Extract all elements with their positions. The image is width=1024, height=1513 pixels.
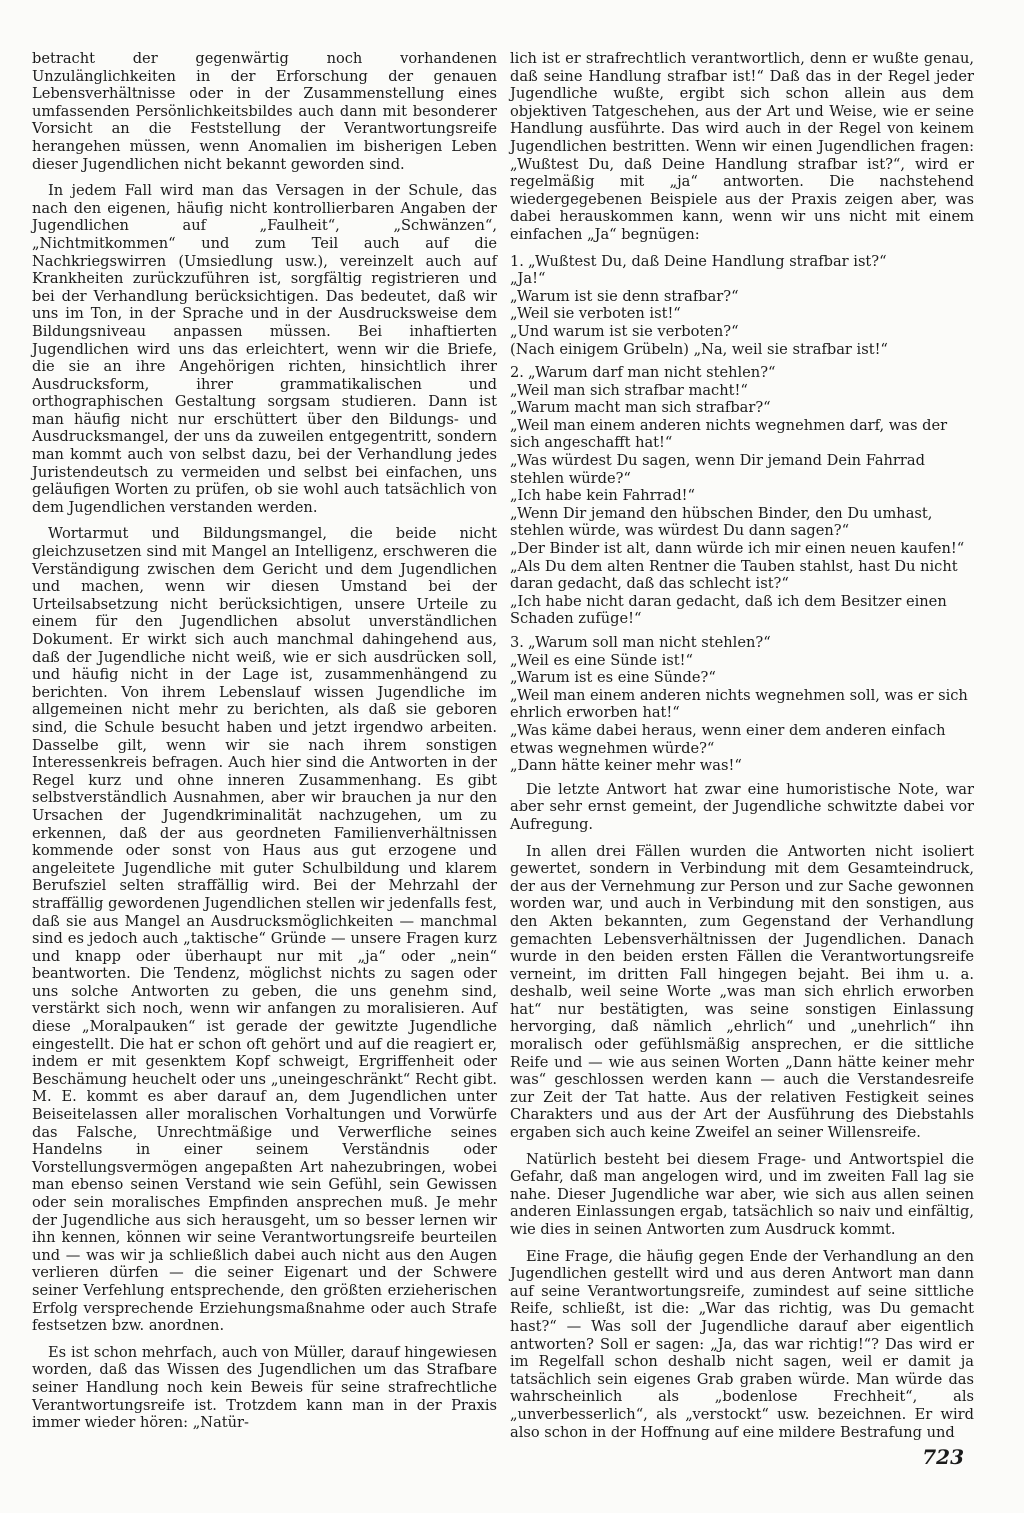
- dialogue-line: „Warum ist es eine Sünde?“: [510, 669, 716, 687]
- paragraph: In allen drei Fällen wurden die Antworten nicht isoliert gewertet, sondern in Verbindung mit dem Gesamteindruck, der aus der Vernehmung zur Person und zur Sache gewonnen worden war, und auch in Verbindung mit den sonstigen, aus den Akten bekannten, zum Gegenstand der Verhandlung gemachten Lebensverhältnissen der Jugendlichen. Danach wurde in den beiden ersten Fällen die Verantwortungsreife verneint, im dritten Fall hingegen bejaht. Bei ihm u. a. deshalb, weil seine Worte „was man sich ehrlich erworben hat“ nur bestätigten, was seine sonstigen Einlassung hervorging, daß nämlich „ehrlich“ und „unehrlich“ ihn moralisch oder gefühlsmäßig ansprechen, er die sittliche Reife und — wie aus seinen Worten „Dann hätte keiner mehr was“ geschlossen werden kann — auch die Verstandesreife zur Zeit der Tat hatte. Aus der relativen Festigkeit seines Charakters und aus der Art der Ausführung des Diebstahls ergaben sich auch keine Zweifel an seiner Willensreife.: [510, 842, 974, 1142]
- dialogue-line: 3. „Warum soll man nicht stehlen?“: [510, 634, 771, 651]
- dialogue-line: „Weil man einem anderen nichts wegnehmen soll, was er sich ehrlich erworben hat!“: [510, 686, 968, 722]
- page-number: 723: [922, 1445, 964, 1469]
- paragraph: In jedem Fall wird man das Versagen in der Schule, das nach den eigenen, häufig nicht kontrollierbaren Angaben der Jugendlichen auf „Faulheit“, „Schwänzen“, „Nichtmitkommen“ und zum Teil auch auf die Nachkriegswirren (Umsiedlung usw.), vereinzelt auch auf Krankheiten zurückzuführen ist, sorgfältig registrieren und bei der Verhandlung berücksichtigen. Das bedeutet, daß wir uns im Ton, in der Sprache und in der Ausdrucksweise dem Bildungsniveau anpassen müssen. Bei inhaftierten Jugendlichen wird uns das erleichtert, wenn wir die Briefe, die sie an ihre Angehörigen richten, hinsichtlich ihrer Ausdrucksform, ihrer grammatikalischen und orthographischen Gestaltung sorgsam studieren. Dann ist man häufig nicht nur erschüttert über den Bildungs- und Ausdrucksmangel, der uns da zuweilen entgegentritt, sondern man kommt auch von selbst dazu, bei der Verhandlung jedes Juristendeutsch zu vermeiden und selbst bei einfachen, uns geläufigen Worten zu prüfen, ob sie wohl auch tatsächlich von dem Jugendlichen verstanden werden.: [32, 182, 497, 516]
- paragraph: lich ist er strafrechtlich verantwortlich, denn er wußte genau, daß seine Handlung strafbar ist!“ Daß das in der Regel jeder Jugendliche wußte, ergibt sich schon allein aus dem objektiven Tatgeschehen, aus der Art und Weise, wie er seine Handlung ausführte. Das wird auch in der Regel von keinem Jugendlichen bestritten. Wenn wir einen Jugendlichen fragen: „Wußtest Du, daß Deine Handlung strafbar ist?“, wird er regelmäßig mit „ja“ antworten. Die nachstehend wiedergegebenen Beispiele aus der Praxis zeigen aber, was dabei herauskommen kann, wenn wir uns nicht mit einem einfachen „Ja“ begnügen:: [510, 50, 974, 243]
- dialogue-line: „Ich habe nicht daran gedacht, daß ich dem Besitzer einen Schaden zufüge!“: [510, 592, 947, 628]
- dialogue-line: „Was würdest Du sagen, wenn Dir jemand Dein Fahrrad stehlen würde?“: [510, 452, 925, 487]
- dialogue-line: „Dann hätte keiner mehr was!“: [510, 757, 742, 775]
- left-column: [32, 50, 497, 1441]
- paragraph: betracht der gegenwärtig noch vorhandenen Unzulänglichkeiten in der Erforschung der genauen Lebensverhältnisse oder in der Zusammenstellung eines umfassenden Persönlichkeitsbildes auch dann mit besonderer Vorsicht an die Feststellung der Verantwortungsreife herangehen müssen, wenn Anomalien im bisherigen Leben dieser Jugendlichen nicht bekannt geworden sind.: [32, 50, 497, 173]
- paragraph: Natürlich besteht bei diesem Frage- und Antwortspiel die Gefahr, daß man angelogen wird, und im zweiten Fall lag sie nahe. Dieser Jugendliche war aber, wie sich aus allen seinen anderen Einlassungen ergab, tatsächlich so naiv und einfältig, wie dies in seinen Antworten zum Ausdruck kommt.: [510, 1150, 974, 1238]
- dialogue-line: (Nach einigem Grübeln) „Na, weil sie strafbar ist!“: [510, 340, 888, 358]
- dialogue-line: „Weil man sich strafbar macht!“: [510, 381, 748, 399]
- dialogue-line: „Warum macht man sich strafbar?“: [510, 399, 771, 417]
- dialogue-example-1: [510, 253, 974, 359]
- dialogue-line: „Und warum ist sie verboten?“: [510, 322, 739, 340]
- example-number: 1.: [510, 252, 524, 270]
- paragraph: Wortarmut und Bildungsmangel, die beide nicht gleichzusetzen sind mit Mangel an Intelligenz, erschweren die Verständigung zwischen dem Gericht und dem Jugendlichen und machen, wenn wir diesen Umstand bei der Urteilsabsetzung nicht berücksichtigen, unsere Urteile zu einem für den Jugendlichen absolut unverständlichen Dokument. Er wirkt sich auch manchmal dahingehend aus, daß der Jugendliche nicht weiß, wie er sich ausdrücken soll, und häufig nicht in der Lage ist, zusammenhängend zu berichten. Von ihrem Lebenslauf wissen Jugendliche im allgemeinen nicht mehr zu berichten, als daß sie geboren sind, die Schule besucht haben und jetzt irgendwo arbeiten. Dasselbe gilt, wenn wir sie nach ihrem sonstigen Interessenkreis befragen. Auch hier sind die Antworten in der Regel kurz und ohne inneren Zusammenhang. Es gibt selbstverständlich Ausnahmen, aber wir brauchen ja nur den Ursachen der Jugendkriminalität nachzugehen, um zu erkennen, daß der aus geordneten Familienverhältnissen kommende oder sonst von Haus aus gut erzogene und angeleitete Jugendliche mit guter Schulbildung und klarem Berufsziel selten straffällig wird. Bei der Mehrzahl der straffällig gewordenen Jugendlichen stellen wir jedenfalls fest, daß sie aus Mangel an Ausdrucksmöglichkeiten — manchmal sind es jedoch auch „taktische“ Gründe — unsere Fragen kurz und knapp oder überhaupt nur mit „ja“ oder „nein“ beantworten. Die Tendenz, möglichst nichts zu sagen oder uns solche Antworten zu geben, die uns genehm sind, verstärkt sich noch, wenn wir anfangen zu moralisieren. Auf diese „Moralpauken“ ist gerade der gewitzte Jugendliche eingestellt. Die hat er schon oft gehört und auf die reagiert er, indem er mit gesenktem Kopf schweigt, Ergriffenheit oder Beschämung heuchelt oder uns „uneingeschränkt“ Recht gibt. M. E. kommt es aber darauf an, dem Jugendlichen unter Beiseitelassen aller moralischen Vorhaltungen und Vorwürfe das Falsche, Unrechtmäßige und Verwerfliche seines Handelns in einer seinem Verständnis oder Vorstellungsvermögen angepaßten Art nahezubringen, wobei man ebenso seinen Verstand wie sein Gefühl, sein Gewissen oder sein moralisches Empfinden ansprechen muß. Je mehr der Jugendliche aus sich herausgeht, um so besser lernen wir ihn kennen, können wir seine Verantwortungsreife beurteilen und — was wir ja schließlich dabei auch nicht aus den Augen verlieren dürfen — die seiner Eigenart und der Schwere seiner Verfehlung entsprechende, den größten erzieherischen Erfolg versprechende Erziehungsmaßnahme oder auch Strafe festsetzen bzw. anordnen.: [32, 525, 497, 1335]
- dialogue-line: „Als Du dem alten Rentner die Tauben stahlst, hast Du nicht daran gedacht, daß das schlecht ist?“: [510, 557, 958, 593]
- dialogue-line: „Weil es eine Sünde ist!“: [510, 651, 693, 669]
- dialogue-line: „Ich habe kein Fahrrad!“: [510, 487, 695, 505]
- dialogue-line: „Wenn Dir jemand den hübschen Binder, den Du umhast, stehlen würde, was würdest Du dann sagen?“: [510, 504, 933, 540]
- dialogue-line: „Ja!“: [510, 270, 546, 288]
- dialogue-example-2: [510, 364, 974, 628]
- right-column: [510, 50, 974, 1450]
- dialogue-line: 1. „Wußtest Du, daß Deine Handlung strafbar ist?“: [510, 252, 887, 270]
- dialogue-example-3: [510, 634, 974, 775]
- dialogue-line: „Weil sie verboten ist!“: [510, 305, 681, 323]
- paragraph: Die letzte Antwort hat zwar eine humoristische Note, war aber sehr ernst gemeint, der Jugendliche schwitzte dabei vor Aufregung.: [510, 780, 974, 833]
- dialogue-line: „Was käme dabei heraus, wenn einer dem anderen einfach etwas wegnehmen würde?“: [510, 721, 946, 757]
- example-number: 3.: [510, 634, 524, 651]
- paragraph: Eine Frage, die häufig gegen Ende der Verhandlung an den Jugendlichen gestellt wird und aus deren Antwort man dann auf seine Verantwortungsreife, zumindest auf seine sittliche Reife, schließt, ist die: „War das richtig, was Du gemacht hast?“ — Was soll der Jugendliche darauf aber eigentlich antworten? Soll er sagen: „Ja, das war richtig!“? Das wird er im Regelfall schon deshalb nicht sagen, weil er damit ja tatsächlich sein eigenes Grab graben würde. Man würde das wahrscheinlich als „bodenlose Frechheit“, als „unverbesserlich“, als „verstockt“ usw. bezeichnen. Er wird also schon in der Hoffnung auf eine mildere Bestrafung und: [510, 1247, 974, 1441]
- paragraph: Es ist schon mehrfach, auch von Müller, darauf hingewiesen worden, daß das Wissen des Jugendlichen um das Strafbare seiner Handlung noch kein Beweis für seine strafrechtliche Verantwortungsreife ist. Trotzdem kann man in der Praxis immer wieder hören: „Natür-: [32, 1343, 497, 1432]
- dialogue-line: „Weil man einem anderen nichts wegnehmen darf, was der sich angeschafft hat!“: [510, 416, 948, 452]
- dialogue-line: 2. „Warum darf man nicht stehlen?“: [510, 364, 776, 382]
- example-number: 2.: [510, 364, 524, 382]
- dialogue-line: „Der Binder ist alt, dann würde ich mir einen neuen kaufen!“: [510, 540, 965, 558]
- dialogue-line: „Warum ist sie denn strafbar?“: [510, 287, 739, 305]
